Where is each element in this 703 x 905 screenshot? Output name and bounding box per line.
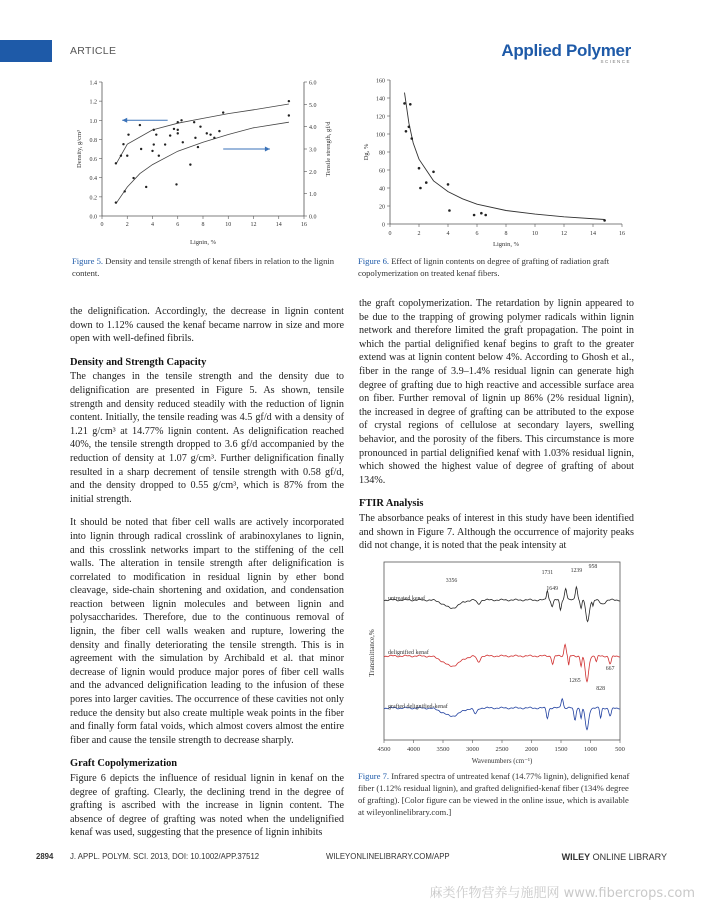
grafting-point (448, 209, 451, 212)
y-tick-label: 80 (379, 150, 385, 157)
paragraph: The absorbance peaks of interest in this study have been identified and shown in Figure 7. Although the occurrence of majority peaks did not change, it is noted that the peak intensity at (359, 512, 634, 552)
x-tick-label: 500 (615, 746, 625, 753)
density-point (169, 134, 171, 136)
spectrum-label: grafted delignified-kenaf (388, 704, 448, 710)
arrow-head (122, 118, 127, 123)
grafting-point (409, 103, 412, 106)
spectrum-line (384, 587, 620, 622)
y-tick-label: 0.4 (89, 176, 97, 183)
y-tick-label: 0.8 (89, 137, 97, 144)
left-column (70, 305, 344, 850)
tensile-trendline (116, 122, 289, 204)
density-point (177, 121, 179, 123)
y2-tick-label: 0.0 (309, 214, 317, 221)
y-axis-title: Density, g/cm³ (76, 130, 83, 168)
y-tick-label: 20 (379, 204, 385, 211)
grafting-point (425, 181, 428, 184)
figure-6-caption-label: Figure 6. (358, 256, 390, 266)
right-column (359, 297, 634, 563)
y-tick-label: 0.0 (89, 214, 97, 221)
grafting-trendline (405, 93, 605, 220)
peak-label: 1649 (546, 586, 559, 592)
x-tick-label: 3000 (466, 746, 479, 753)
peak-label: 1265 (569, 678, 581, 684)
y-axis-title: Dg, % (363, 143, 370, 161)
paragraph: the delignification. Accordingly, the decrease in lignin content down to 1.12% caused the kenaf became narrow in size and more open with well-defined fibrils. (70, 306, 344, 345)
y-tick-label: 0.6 (89, 157, 97, 164)
figure-5 (72, 74, 338, 252)
y2-tick-label: 1.0 (309, 192, 317, 199)
spectrum-label: untreated kenaf (388, 596, 426, 602)
x-tick-label: 16 (301, 222, 307, 228)
peak-label: 1731 (541, 570, 554, 576)
y-tick-label: 140 (376, 96, 385, 103)
page-number: 2894 (36, 852, 54, 861)
x-tick-label: 4500 (377, 746, 391, 753)
tensile-point (140, 148, 142, 150)
grafting-point (484, 214, 487, 217)
density-point (127, 133, 129, 135)
section-tab-marker (0, 40, 52, 62)
peak-label: 828 (596, 686, 605, 692)
tensile-point (124, 190, 126, 192)
figure-6-chart (362, 74, 630, 252)
density-point (209, 133, 211, 135)
x-tick-label: 2 (417, 231, 421, 237)
figure-5-chart (72, 74, 338, 252)
figure-7-caption-text: Infrared spectra of untreated kenaf (14.77% lignin), delignified kenaf fiber (1.12% residual lignin), and grafted delignified-kenaf fiber (134% degree of grafting). [Color figure can be viewed in the online issue, which is available at wileyonlinelibrary.com.] (358, 771, 630, 817)
tensile-point (288, 114, 290, 116)
x-tick-label: 4 (446, 231, 450, 237)
watermark: 麻类作物营养与施肥网 www.fibercrops.com (429, 886, 695, 901)
x-tick-label: 4000 (407, 746, 420, 753)
y-tick-label: 0.2 (89, 195, 97, 202)
y2-tick-label: 6.0 (309, 80, 317, 87)
journal-subname: SCIENCE (600, 59, 631, 64)
figure-5-caption-label: Figure 5. (72, 256, 104, 266)
y-tick-label: 1.4 (89, 80, 97, 87)
figure-6-caption-text: Effect of lignin contents on degree of grafting of radiation graft copolymerization on treated kenaf fibers. (358, 256, 610, 278)
grafting-point (432, 171, 435, 174)
tensile-point (206, 132, 208, 134)
y-tick-label: 40 (379, 186, 385, 193)
x-tick-label: 2 (125, 222, 129, 228)
figure-6-caption (358, 255, 633, 279)
tensile-point (158, 155, 160, 157)
x-tick-label: 8 (504, 231, 508, 237)
density-point (155, 133, 157, 135)
y-tick-label: 60 (379, 168, 385, 175)
density-point (180, 119, 182, 121)
grafting-point (447, 183, 450, 186)
grafting-point (473, 214, 476, 217)
x-tick-label: 8 (201, 222, 205, 228)
density-point (193, 121, 195, 123)
x-tick-label: 6 (176, 222, 180, 228)
tensile-point (153, 143, 155, 145)
tensile-point (218, 130, 220, 132)
grafting-point (405, 130, 408, 133)
tensile-point (194, 137, 196, 139)
y-tick-label: 0 (382, 222, 385, 229)
grafting-point (410, 137, 413, 140)
y2-tick-label: 2.0 (309, 169, 317, 176)
x-axis-title: Lignin, % (493, 241, 519, 248)
peak-label: 1239 (570, 568, 583, 574)
figure-6 (362, 74, 630, 252)
density-point (222, 111, 224, 113)
figure-7-caption (358, 770, 636, 818)
y2-axis-title: Tensile strength, gf/d (325, 121, 332, 177)
page-footer (36, 852, 667, 866)
arrow-head (265, 147, 270, 152)
x-tick-label: 12 (561, 231, 567, 237)
density-point (177, 129, 179, 131)
x-tick-label: 12 (250, 222, 257, 228)
tensile-point (199, 125, 201, 127)
x-tick-label: 2500 (495, 746, 509, 753)
tensile-point (145, 186, 147, 188)
paragraph: The changes in the tensile strength and the density due to delignification are presented in Figure 5. As shown, tensile strength and density reduced steadily with the reduction of lignin content. Initially, the tensile reading was 4.5 gf/d with a density of 1.21 g/cm³ at 14.77% lignin content. As delignification reached 40%, the tensile strength dropped to 3.6 gf/d accompanied by the reduction of density at 1.07 g/cm³. Further delignification finally resulted in a sharp decrement of tensile strength with 0.58 gf/d, and the density dropped to 0.55 g/cm³, which is 87% from the initial strength. (70, 371, 344, 505)
section-heading-ftir: FTIR Analysis (359, 498, 424, 510)
figure-5-caption-text: Density and tensile strength of kenaf fibers in relation to the lignin content. (72, 256, 335, 278)
grafting-point (480, 212, 483, 215)
density-point (197, 146, 199, 148)
x-tick-label: 3500 (436, 746, 450, 753)
paragraph: the graft copolymerization. The retardation by lignin appeared to be due to the trapping of growing polymer radicals within lignin network and therefore limited the graft propagation. The point in which the partial delignified kenaf begins to graft to the greater extend was at lignin content below 4%. According to Ghosh et al., fiber in the range of 3.9–1.4% residual lignin can generate high degree of grafting due to high reactive and accessible surface area on fiber. Further removal of lignin up 86% (2% residual lignin), the increased in degree of grafting can be attributed to the expose of crystal regions of cellulose at secondary layers, swelling behavior, and the porosity of the fibers. This circumstance is more pronounced in partial delignified kenaf with 1.03% residual lignin, which showed the highest value of degree of grafting of about 134%. (359, 298, 634, 486)
section-heading-graft: Graft Copolymerization (70, 758, 178, 770)
x-tick-label: 14 (275, 222, 282, 228)
density-point (151, 150, 153, 152)
x-tick-label: 4 (151, 222, 154, 228)
spectrum-label: delignified kenaf (388, 650, 429, 656)
y-axis-title: Transmittance,% (368, 629, 376, 677)
density-point (288, 100, 290, 102)
tensile-point (164, 143, 166, 145)
y2-tick-label: 5.0 (309, 102, 317, 109)
x-axis-title: Lignin, % (190, 239, 216, 246)
x-tick-label: 2000 (525, 746, 538, 753)
y2-tick-label: 4.0 (309, 125, 317, 132)
peak-label: 958 (588, 564, 598, 570)
x-tick-label: 16 (619, 231, 625, 237)
tensile-point (213, 137, 215, 139)
grafting-point (403, 102, 406, 105)
y2-tick-label: 3.0 (309, 147, 317, 154)
density-point (153, 129, 155, 131)
tensile-point (182, 141, 184, 143)
x-tick-label: 14 (590, 231, 596, 237)
density-point (175, 183, 177, 185)
tensile-point (173, 128, 175, 130)
tensile-point (126, 155, 128, 157)
x-tick-label: 10 (225, 222, 232, 228)
grafting-point (418, 167, 421, 170)
section-label: ARTICLE (70, 45, 117, 57)
journal-logo (501, 41, 631, 64)
density-point (115, 162, 117, 164)
grafting-point (419, 187, 422, 190)
figure-7-caption-label: Figure 7. (358, 771, 390, 781)
peak-label: 667 (605, 666, 615, 672)
tensile-point (189, 163, 191, 165)
x-tick-label: 0 (100, 222, 104, 228)
figure-7 (362, 558, 634, 768)
x-axis-title: Wavenumbers (cm⁻¹) (471, 757, 533, 765)
y-tick-label: 120 (376, 114, 385, 121)
x-tick-label: 6 (475, 231, 479, 237)
tensile-point (115, 201, 117, 203)
citation: J. APPL. POLYM. SCI. 2013, DOI: 10.1002/APP.37512 (70, 852, 260, 861)
x-tick-label: 0 (388, 231, 392, 237)
paragraph: Figure 6 depicts the influence of residual lignin in kenaf on the degree of grafting. Clearly, the declining trend in the degree of grafting is ascribed with the increase in lignin content. The absence of degree of grafting was noted when the undelignified kenaf was used, suggesting that the presence of lignin inhibits (70, 773, 344, 839)
density-point (139, 124, 141, 126)
density-point (120, 155, 122, 157)
y-tick-label: 1.0 (89, 118, 97, 125)
figure-5-caption (72, 255, 344, 279)
y-tick-label: 1.2 (89, 99, 97, 106)
density-point (122, 143, 124, 145)
tensile-point (132, 177, 134, 179)
grafting-point (603, 219, 606, 222)
figure-7-chart (362, 558, 634, 768)
library-name: ONLINE LIBRARY (592, 852, 667, 862)
section-heading-density: Density and Strength Capacity (70, 356, 207, 368)
density-trendline (116, 104, 289, 164)
tensile-point (177, 132, 179, 134)
journal-url[interactable]: WILEYONLINELIBRARY.COM/APP (326, 852, 450, 861)
y-tick-label: 160 (376, 78, 385, 85)
x-tick-label: 1000 (584, 746, 597, 753)
journal-name: Applied Polymer (501, 41, 631, 60)
peak-label: 3356 (445, 578, 458, 584)
paragraph: It should be noted that fiber cell walls are actively incorporated into lignin through radical crosslink of arabinoxylanes to lignin, and this crosslink networks impart to the stiffening of the cell walls. The alteration in tensile strength after delignification is correlated to modification in residual lignin by ether bond cleavage, side-chain shortening and oxidation, and condensation reaction between lignin molecules and between lignin and polysaccharides. Therefore, due to the continuous removal of lignin, the fiber cell walls weaken and rupture, lowering the density and finally deteriorating the tensile strength. This is in agreement with the simulation by Archibald et al. that minor decrease of lignin would produce major pores of fiber cell walls and the advanced delignification leading to the infusion of these pores into larger cavities. The occurrence of these cavities not only reduce the density but also create multiple weak points in the fiber and finally form fatal voids, which almost covers almost the entire fiber and cause the tensile strength to decrease sharply. (70, 517, 344, 746)
grafting-point (408, 126, 411, 129)
y-tick-label: 100 (376, 132, 385, 139)
publisher-name: WILEY (561, 852, 591, 862)
x-tick-label: 1500 (554, 746, 568, 753)
x-tick-label: 10 (532, 231, 538, 237)
publisher-logo (562, 852, 667, 862)
